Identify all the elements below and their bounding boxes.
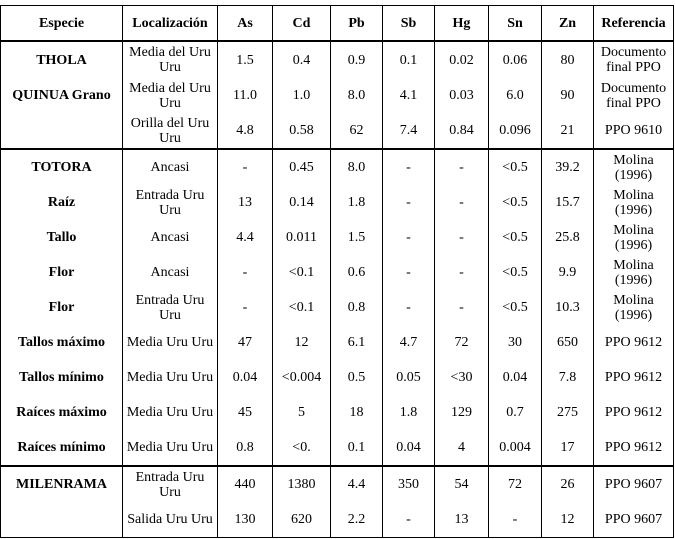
location-cell: Orilla del Uru Uru xyxy=(123,113,218,149)
value-cell: <0.004 xyxy=(273,360,331,395)
value-cell: 90 xyxy=(542,78,594,113)
value-cell: 6.1 xyxy=(331,325,383,360)
value-cell: 0.58 xyxy=(273,113,331,149)
reference-cell: PPO 9612 xyxy=(594,360,674,395)
location-cell: Media Uru Uru xyxy=(123,430,218,466)
value-cell: 0.1 xyxy=(331,430,383,466)
value-cell: 6.0 xyxy=(489,78,542,113)
table-row xyxy=(1,395,674,430)
species-cell: Tallos mínimo xyxy=(1,360,123,395)
header-referencia: Referencia xyxy=(594,6,674,42)
header-as: As xyxy=(218,6,273,42)
value-cell: 47 xyxy=(218,325,273,360)
value-cell: 10.3 xyxy=(542,290,594,325)
value-cell: 5 xyxy=(273,395,331,430)
value-cell: 17 xyxy=(542,430,594,466)
value-cell: 0.04 xyxy=(489,360,542,395)
value-cell: 620 xyxy=(273,502,331,538)
reference-cell: Molina (1996) xyxy=(594,290,674,325)
value-cell: 0.04 xyxy=(383,430,435,466)
value-cell: 18 xyxy=(331,395,383,430)
value-cell: 0.9 xyxy=(331,41,383,78)
value-cell: 62 xyxy=(331,113,383,149)
value-cell: 350 xyxy=(383,466,435,502)
value-cell: 1.0 xyxy=(273,78,331,113)
value-cell: - xyxy=(383,220,435,255)
reference-cell: Documento final PPO xyxy=(594,78,674,113)
value-cell: 72 xyxy=(489,466,542,502)
value-cell: - xyxy=(383,149,435,185)
location-cell: Media Uru Uru xyxy=(123,360,218,395)
value-cell: 0.03 xyxy=(435,78,489,113)
value-cell: - xyxy=(435,255,489,290)
value-cell: - xyxy=(383,185,435,220)
value-cell: 7.8 xyxy=(542,360,594,395)
species-cell: Tallo xyxy=(1,220,123,255)
value-cell: <0.1 xyxy=(273,255,331,290)
table-row xyxy=(1,290,674,325)
value-cell: 0.45 xyxy=(273,149,331,185)
value-cell: 0.8 xyxy=(218,430,273,466)
value-cell: 0.1 xyxy=(383,41,435,78)
value-cell: 650 xyxy=(542,325,594,360)
value-cell: 0.011 xyxy=(273,220,331,255)
value-cell: 4.1 xyxy=(383,78,435,113)
value-cell: 8.0 xyxy=(331,149,383,185)
species-cell: Raíces máximo xyxy=(1,395,123,430)
value-cell: 9.9 xyxy=(542,255,594,290)
value-cell: 0.06 xyxy=(489,41,542,78)
value-cell: - xyxy=(383,255,435,290)
value-cell: <0.5 xyxy=(489,220,542,255)
value-cell: - xyxy=(218,290,273,325)
value-cell: 0.04 xyxy=(218,360,273,395)
value-cell: 440 xyxy=(218,466,273,502)
species-cell: QUINUA Grano xyxy=(1,78,123,113)
value-cell: 11.0 xyxy=(218,78,273,113)
location-cell: Ancasi xyxy=(123,149,218,185)
value-cell: 4.4 xyxy=(331,466,383,502)
value-cell: 1.5 xyxy=(218,41,273,78)
value-cell: 54 xyxy=(435,466,489,502)
location-cell: Entrada Uru Uru xyxy=(123,466,218,502)
header-zn: Zn xyxy=(542,6,594,42)
value-cell: 0.8 xyxy=(331,290,383,325)
table-row xyxy=(1,466,674,502)
value-cell: <0.1 xyxy=(273,290,331,325)
reference-cell: Documento final PPO xyxy=(594,41,674,78)
location-cell: Media Uru Uru xyxy=(123,325,218,360)
reference-cell: PPO 9612 xyxy=(594,430,674,466)
species-cell: MILENRAMA xyxy=(1,466,123,502)
reference-cell: PPO 9607 xyxy=(594,502,674,538)
value-cell: - xyxy=(218,255,273,290)
header-row xyxy=(1,6,674,42)
location-cell: Media del Uru Uru xyxy=(123,78,218,113)
value-cell: 1.5 xyxy=(331,220,383,255)
value-cell: 7.4 xyxy=(383,113,435,149)
value-cell: 275 xyxy=(542,395,594,430)
table-container xyxy=(0,5,674,538)
location-cell: Ancasi xyxy=(123,255,218,290)
value-cell: 0.4 xyxy=(273,41,331,78)
species-cell: TOTORA xyxy=(1,149,123,185)
header-localizacion: Localización xyxy=(123,6,218,42)
value-cell: - xyxy=(383,502,435,538)
value-cell: 30 xyxy=(489,325,542,360)
reference-cell: Molina (1996) xyxy=(594,220,674,255)
table-row xyxy=(1,41,674,78)
table-row xyxy=(1,255,674,290)
value-cell: 39.2 xyxy=(542,149,594,185)
value-cell: 4 xyxy=(435,430,489,466)
table-row xyxy=(1,78,674,113)
value-cell: 1.8 xyxy=(383,395,435,430)
value-cell: <0.5 xyxy=(489,185,542,220)
reference-cell: Molina (1996) xyxy=(594,149,674,185)
value-cell: 13 xyxy=(435,502,489,538)
value-cell: 80 xyxy=(542,41,594,78)
table-row xyxy=(1,502,674,538)
location-cell: Media del Uru Uru xyxy=(123,41,218,78)
reference-cell: PPO 9607 xyxy=(594,466,674,502)
species-cell: Tallos máximo xyxy=(1,325,123,360)
value-cell: 1380 xyxy=(273,466,331,502)
value-cell: - xyxy=(383,290,435,325)
value-cell: 1.8 xyxy=(331,185,383,220)
value-cell: 0.14 xyxy=(273,185,331,220)
species-cell: Flor xyxy=(1,290,123,325)
value-cell: 26 xyxy=(542,466,594,502)
table-row xyxy=(1,113,674,149)
location-cell: Entrada Uru Uru xyxy=(123,290,218,325)
location-cell: Ancasi xyxy=(123,220,218,255)
value-cell: <0.5 xyxy=(489,290,542,325)
value-cell: 45 xyxy=(218,395,273,430)
value-cell: 0.05 xyxy=(383,360,435,395)
location-cell: Entrada Uru Uru xyxy=(123,185,218,220)
value-cell: - xyxy=(489,502,542,538)
reference-cell: PPO 9612 xyxy=(594,325,674,360)
table-row xyxy=(1,430,674,466)
reference-cell: PPO 9612 xyxy=(594,395,674,430)
reference-cell: PPO 9610 xyxy=(594,113,674,149)
value-cell: 0.02 xyxy=(435,41,489,78)
value-cell: 4.8 xyxy=(218,113,273,149)
value-cell: 25.8 xyxy=(542,220,594,255)
value-cell: 12 xyxy=(542,502,594,538)
table-row xyxy=(1,220,674,255)
value-cell: - xyxy=(218,149,273,185)
header-sn: Sn xyxy=(489,6,542,42)
value-cell: <0.5 xyxy=(489,149,542,185)
table-row xyxy=(1,185,674,220)
species-cell xyxy=(1,113,123,149)
value-cell: - xyxy=(435,220,489,255)
metals-table xyxy=(0,5,674,538)
value-cell: 130 xyxy=(218,502,273,538)
header-cd: Cd xyxy=(273,6,331,42)
species-cell: Flor xyxy=(1,255,123,290)
value-cell: - xyxy=(435,149,489,185)
value-cell: 4.4 xyxy=(218,220,273,255)
value-cell: 13 xyxy=(218,185,273,220)
value-cell: 129 xyxy=(435,395,489,430)
value-cell: <0.5 xyxy=(489,255,542,290)
header-especie: Especie xyxy=(1,6,123,42)
species-cell: Raíces mínimo xyxy=(1,430,123,466)
value-cell: <30 xyxy=(435,360,489,395)
value-cell: - xyxy=(435,290,489,325)
location-cell: Salida Uru Uru xyxy=(123,502,218,538)
value-cell: <0. xyxy=(273,430,331,466)
value-cell: 12 xyxy=(273,325,331,360)
species-cell xyxy=(1,502,123,538)
table-row xyxy=(1,360,674,395)
species-cell: THOLA xyxy=(1,41,123,78)
value-cell: 0.5 xyxy=(331,360,383,395)
value-cell: 0.84 xyxy=(435,113,489,149)
value-cell: 15.7 xyxy=(542,185,594,220)
header-hg: Hg xyxy=(435,6,489,42)
header-sb: Sb xyxy=(383,6,435,42)
value-cell: - xyxy=(435,185,489,220)
table-row xyxy=(1,325,674,360)
value-cell: 4.7 xyxy=(383,325,435,360)
value-cell: 2.2 xyxy=(331,502,383,538)
table-row xyxy=(1,149,674,185)
value-cell: 0.6 xyxy=(331,255,383,290)
reference-cell: Molina (1996) xyxy=(594,255,674,290)
reference-cell: Molina (1996) xyxy=(594,185,674,220)
value-cell: 72 xyxy=(435,325,489,360)
value-cell: 0.004 xyxy=(489,430,542,466)
header-pb: Pb xyxy=(331,6,383,42)
value-cell: 0.7 xyxy=(489,395,542,430)
location-cell: Media Uru Uru xyxy=(123,395,218,430)
value-cell: 8.0 xyxy=(331,78,383,113)
value-cell: 21 xyxy=(542,113,594,149)
value-cell: 0.096 xyxy=(489,113,542,149)
species-cell: Raíz xyxy=(1,185,123,220)
